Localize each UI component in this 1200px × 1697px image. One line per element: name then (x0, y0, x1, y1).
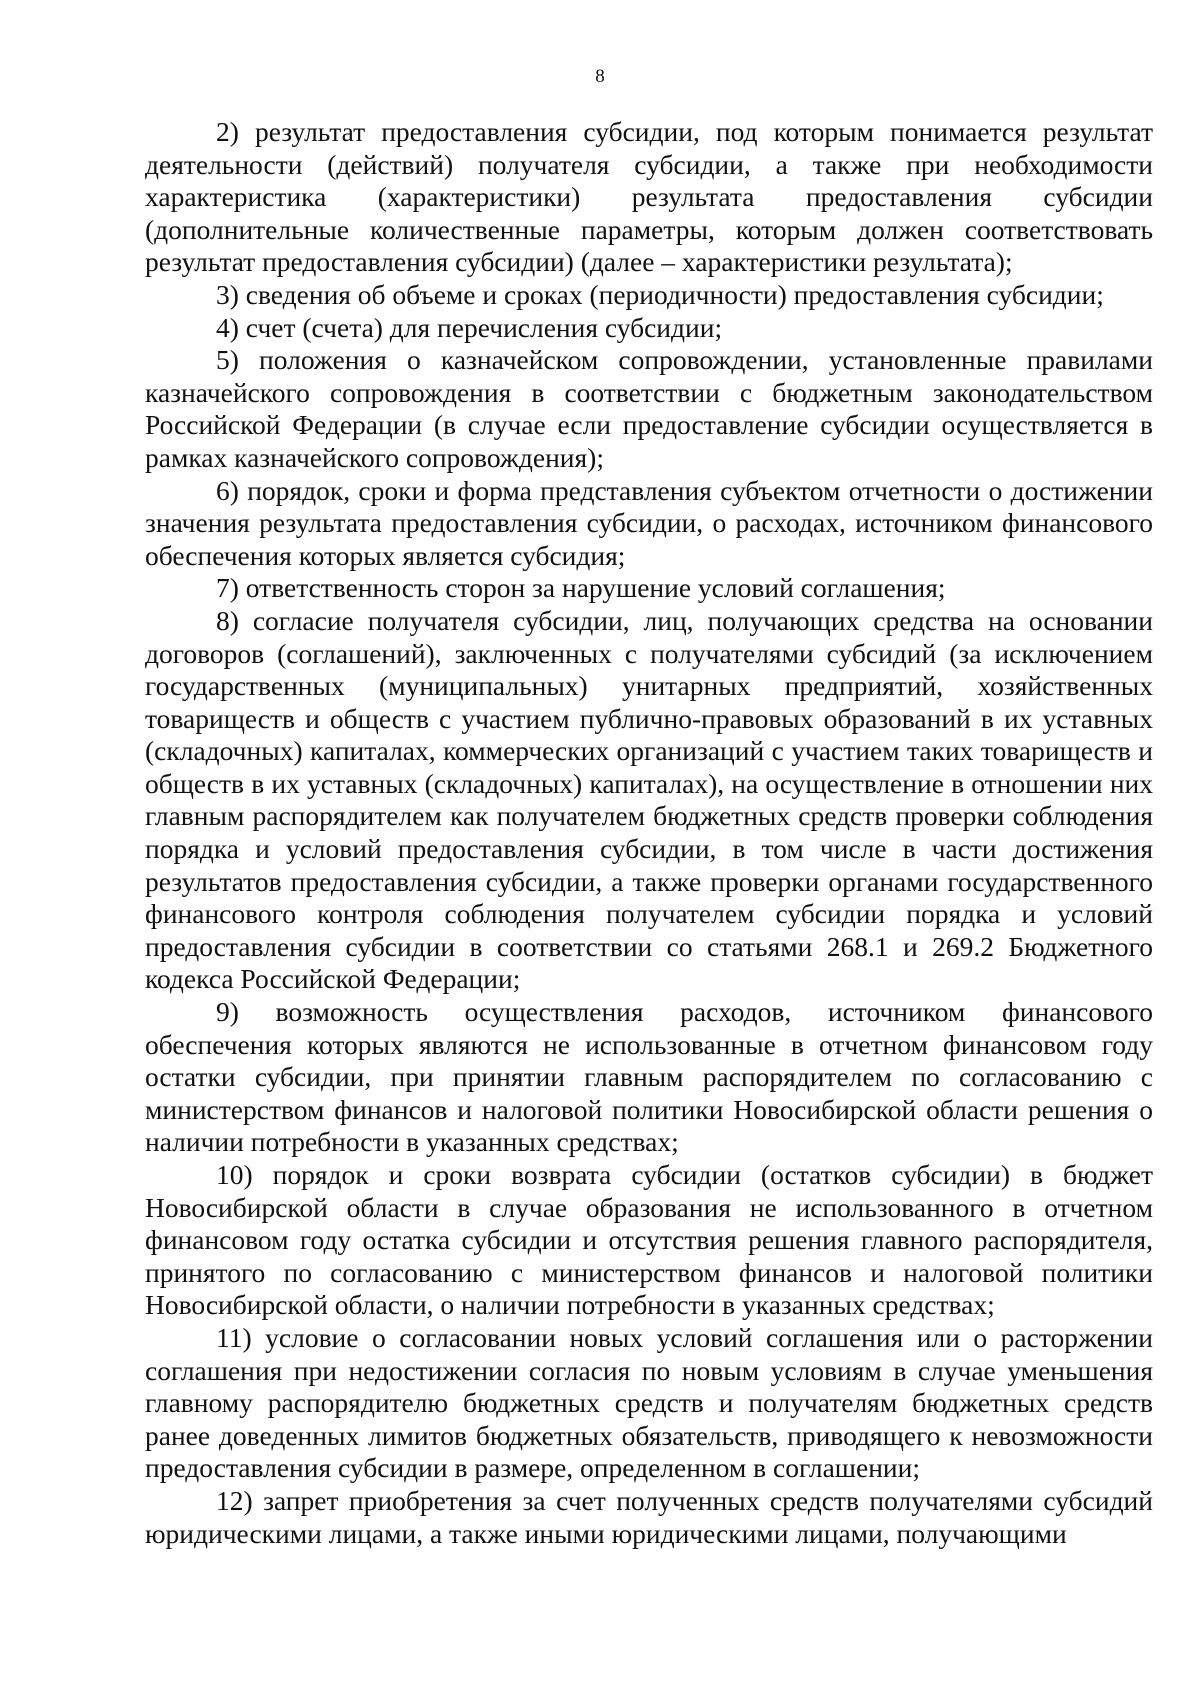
paragraph-item-4: 4) счет (счета) для перечисления субсидии; (216, 311, 723, 343)
paragraph-item-3: 3) сведения об объеме и сроках (периодичности) предоставления субсидии; (216, 278, 1104, 310)
paragraph-item-5: 5) положения о казначейском сопровождении, установленные правилами казначейского сопровождения в соответствии с бюджетным законодательством Российской Федерации (в случае если предоставление субсидии осуществляется в рамках казначейского сопровождения); (145, 344, 1153, 473)
paragraph-item-12: 12) запрет приобретения за счет полученных средств получателями субсидий юридическими лицами, а также иными юридическими лицами, получающими (145, 1484, 1153, 1549)
paragraph-item-8: 8) согласие получателя субсидии, лиц, получающих средства на основании договоров (соглашений), заключенных с получателями субсидий (за исключением государственных (муниципальных) унитарных предприятий, хозяйственных товариществ и обществ с участием публично-правовых образований в их уставных (складочных) капиталах, коммерческих организаций с участием таких товариществ и обществ в их уставных (складочных) капиталах), на осуществление в отношении них главным распорядителем как получателем бюджетных средств проверки соблюдения порядка и условий предоставления субсидии, в том числе в части достижения результатов предоставления субсидии, а также проверки органами государственного финансового контроля соблюдения получателем субсидии порядка и условий предоставления субсидии в соответствии со статьями 268.1 и 269.2 Бюджетного кодекса Российской Федерации; (145, 604, 1153, 995)
paragraph-item-11: 11) условие о согласовании новых условий соглашения или о расторжении соглашения при недостижении согласия по новым условиям в случае уменьшения главному распорядителю бюджетных средств и получателям бюджетных средств ранее доведенных лимитов бюджетных обязательств, приводящего к невозможности предоставления субсидии в размере, определенном в соглашении; (145, 1321, 1153, 1484)
paragraph-item-7: 7) ответственность сторон за нарушение условий соглашения; (216, 572, 946, 604)
paragraph-item-9: 9) возможность осуществления расходов, источником финансового обеспечения которых являются не использованные в отчетном финансовом году остатки субсидии, при принятии главным распорядителем по согласованию с министерством финансов и налоговой политики Новосибирской области решения о наличии потребности в указанных средствах; (145, 996, 1153, 1158)
paragraph-item-10: 10) порядок и сроки возврата субсидии (остатков субсидии) в бюджет Новосибирской области в случае образования не использованного в отчетном финансовом году остатка субсидии и отсутствия решения главного распорядителя, принятого по согласованию с министерством финансов и налоговой политики Новосибирской области, о наличии потребности в указанных средствах; (145, 1159, 1153, 1321)
paragraph-item-6: 6) порядок, сроки и форма представления субъектом отчетности о достижении значения результата предоставления субсидии, о расходах, источником финансового обеспечения которых является субсидия; (145, 474, 1153, 571)
paragraph-item-2: 2) результат предоставления субсидии, под которым понимается результат деятельности (действий) получателя субсидии, а также при необходимости характеристика (характеристики) результата предоставления субсидии (дополнительные количественные параметры, которым должен соответствовать результат предоставления субсидии) (далее – характеристики результата); (145, 116, 1153, 278)
page-number: 8 (595, 66, 605, 87)
document-body (145, 116, 1153, 1550)
